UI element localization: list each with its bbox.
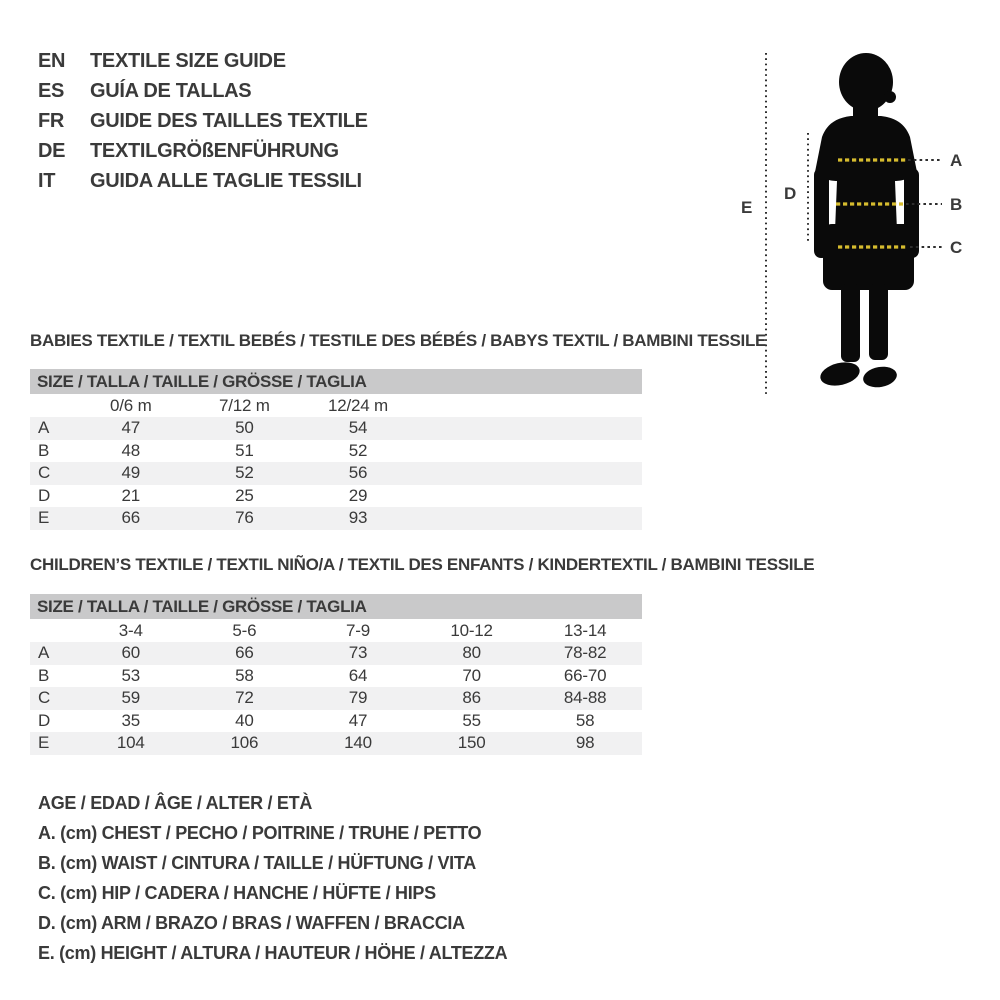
column-header: 13-14 — [563, 620, 607, 640]
row-label-cell: C — [38, 688, 51, 708]
legend-chest-line: A. (cm) CHEST / PECHO / POITRINE / TRUHE / PETTO — [38, 823, 482, 843]
value-cell: 84-88 — [563, 688, 607, 708]
babies-size-table — [30, 369, 642, 530]
row-label-cell: B — [38, 440, 50, 460]
row-label-cell: D — [38, 710, 51, 730]
guide-title: GUIDA ALLE TAGLIE TESSILI — [90, 170, 362, 192]
guide-title: GUIDE DES TAILLES TEXTILE — [90, 110, 368, 132]
value-cell: 52 — [235, 463, 254, 483]
babies-section-heading: BABIES TEXTILE / TEXTIL BEBÉS / TESTILE DES BÉBÉS / BABYS TEXTIL / BAMBINI TESSILE — [30, 331, 767, 350]
column-header: 0/6 m — [110, 395, 152, 415]
value-cell: 150 — [457, 733, 486, 753]
column-header: 7-9 — [345, 620, 370, 640]
language-row — [38, 106, 368, 136]
measurement-legend — [38, 788, 507, 968]
value-cell: 55 — [462, 710, 481, 730]
marker-e-label: E — [741, 198, 753, 217]
language-code: FR — [38, 110, 65, 132]
guide-title: TEXTILGRÖßENFÜHRUNG — [90, 140, 339, 162]
value-cell: 59 — [121, 688, 141, 708]
value-cell: 76 — [235, 508, 254, 528]
legend-arm-line: D. (cm) ARM / BRAZO / BRAS / WAFFEN / BRACCIA — [38, 913, 465, 933]
value-cell: 56 — [348, 463, 368, 483]
value-cell: 35 — [121, 710, 141, 730]
measurement-diagram — [700, 38, 1000, 410]
marker-b-label: B — [950, 195, 963, 214]
value-cell: 58 — [235, 665, 254, 685]
language-list — [38, 46, 368, 196]
marker-c-label: C — [950, 238, 963, 257]
guide-title: GUÍA DE TALLAS — [90, 80, 252, 102]
value-cell: 72 — [235, 688, 254, 708]
value-cell: 50 — [235, 418, 254, 438]
table-row — [30, 417, 642, 440]
table-row — [30, 507, 642, 530]
value-cell: 47 — [121, 418, 141, 438]
children-section-heading: CHILDREN’S TEXTILE / TEXTIL NIÑO/A / TEXTIL DES ENFANTS / KINDERTEXTIL / BAMBINI TESSILE — [30, 555, 815, 574]
row-label-cell: C — [38, 463, 51, 483]
language-row — [38, 76, 368, 106]
table-row — [30, 665, 642, 688]
value-cell: 106 — [230, 733, 259, 753]
value-cell: 140 — [344, 733, 372, 753]
language-code: EN — [38, 50, 66, 72]
column-header: 10-12 — [450, 620, 493, 640]
children-size-table — [30, 594, 642, 755]
value-cell: 66 — [235, 643, 254, 663]
row-label-cell: B — [38, 665, 50, 685]
row-label-cell: E — [38, 508, 50, 528]
value-cell: 40 — [235, 710, 254, 730]
language-row — [38, 136, 368, 166]
value-cell: 64 — [348, 665, 368, 685]
value-cell: 80 — [462, 643, 481, 663]
language-code: IT — [38, 170, 56, 192]
guide-title: TEXTILE SIZE GUIDE — [90, 50, 286, 72]
value-cell: 86 — [462, 688, 481, 708]
value-cell: 78-82 — [563, 643, 607, 663]
value-cell: 47 — [348, 710, 368, 730]
column-header: 5-6 — [232, 620, 257, 640]
row-label-cell: D — [38, 485, 51, 505]
value-cell: 25 — [235, 485, 254, 505]
legend-hip-line: C. (cm) HIP / CADERA / HANCHE / HÜFTE / HIPS — [38, 883, 436, 903]
table-row — [30, 462, 642, 485]
row-label-cell: E — [38, 733, 50, 753]
table-row — [30, 440, 642, 463]
value-cell: 21 — [121, 485, 141, 505]
value-cell: 54 — [348, 418, 368, 438]
value-cell: 73 — [348, 643, 368, 663]
table-row — [30, 687, 642, 710]
value-cell: 93 — [348, 508, 368, 528]
child-silhouette — [814, 53, 919, 390]
table-row — [30, 732, 642, 755]
value-cell: 52 — [348, 440, 368, 460]
value-cell: 79 — [348, 688, 368, 708]
value-cell: 98 — [575, 733, 595, 753]
column-header-row — [30, 619, 642, 642]
value-cell: 49 — [121, 463, 141, 483]
marker-a-label: A — [950, 151, 963, 170]
value-cell: 60 — [121, 643, 141, 663]
value-cell: 48 — [121, 440, 141, 460]
column-header-row — [30, 394, 642, 417]
value-cell: 53 — [121, 665, 141, 685]
value-cell: 104 — [116, 733, 145, 753]
legend-waist-line: B. (cm) WAIST / CINTURA / TAILLE / HÜFTUNG / VITA — [38, 853, 476, 873]
column-header: 7/12 m — [219, 395, 270, 415]
row-label-cell: A — [38, 643, 50, 663]
value-cell: 66-70 — [563, 665, 607, 685]
language-code: ES — [38, 80, 65, 102]
legend-age-line: AGE / EDAD / ÂGE / ALTER / ETÀ — [38, 793, 313, 813]
table-row — [30, 485, 642, 508]
value-cell: 51 — [235, 440, 254, 460]
size-table-header: SIZE / TALLA / TAILLE / GRÖSSE / TAGLIA — [30, 369, 642, 394]
language-row — [38, 46, 368, 76]
column-header: 3-4 — [118, 620, 143, 640]
value-cell: 58 — [575, 710, 595, 730]
value-cell: 66 — [121, 508, 141, 528]
value-cell: 70 — [462, 665, 481, 685]
legend-height-line: E. (cm) HEIGHT / ALTURA / HAUTEUR / HÖHE / ALTEZZA — [38, 943, 508, 963]
column-header: 12/24 m — [327, 395, 388, 415]
marker-d-label: D — [784, 184, 797, 203]
table-row — [30, 710, 642, 733]
table-row — [30, 642, 642, 665]
row-label-cell: A — [38, 418, 50, 438]
language-row — [38, 166, 368, 196]
language-code: DE — [38, 140, 66, 162]
value-cell: 29 — [348, 485, 368, 505]
size-table-header: SIZE / TALLA / TAILLE / GRÖSSE / TAGLIA — [30, 594, 642, 619]
